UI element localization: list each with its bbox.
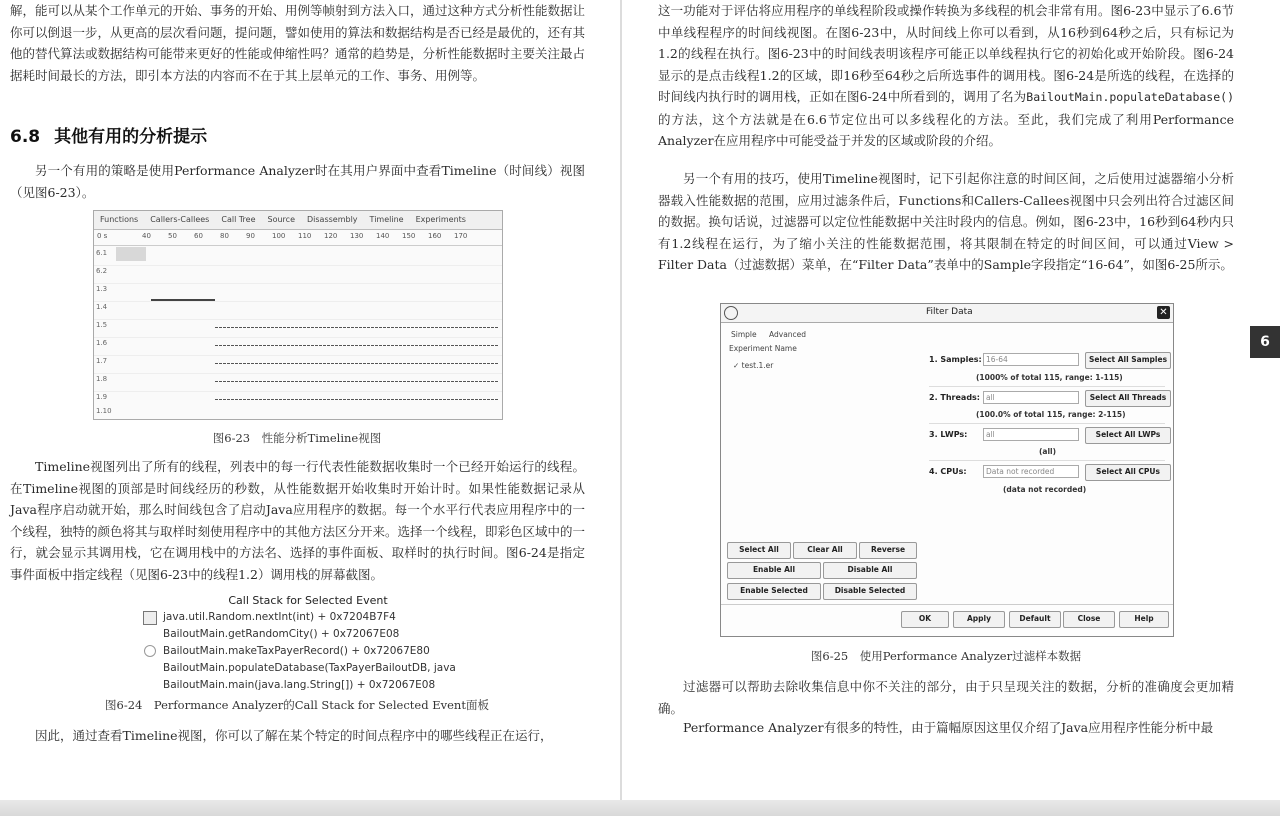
app-icon xyxy=(724,306,738,320)
apply-button[interactable]: Apply xyxy=(953,611,1005,628)
tab-timeline[interactable]: Timeline xyxy=(369,215,404,224)
dialog-title: Filter Data xyxy=(926,307,973,317)
tab-callers-callees[interactable]: Callers-Callees xyxy=(150,215,210,224)
selected-thread-highlight xyxy=(116,247,146,261)
code-method-name: BailoutMain.populateDatabase() xyxy=(1026,90,1234,104)
row-separator xyxy=(929,460,1165,461)
filter-row-threads xyxy=(929,390,1169,408)
thread-label[interactable]: 1.4 xyxy=(96,303,108,311)
filter-paragraph: 另一个有用的技巧，使用Timeline视图时，记下引起你注意的时间区间，之后使用过滤器缩小分析器载入性能数据的范围，应用过滤条件后，Functions和Callers-Callees视图中只会列出符合过滤区间的数据。换句话说，过滤器可以定位性能数据中关注时段内的信息。例如，图6-23中，16秒到64秒内只有1.2线程在运行，为了缩小关注的性能数据范围，将其限制在特定的时间区间，可以通过View > Filter Data（过滤数据）菜单，在“Filter Data”表单中的Sample字段指定“16-64”，如图6-25所示。 xyxy=(658,171,1234,272)
select-all-threads-button[interactable]: Select All Threads xyxy=(1085,390,1171,407)
tab-functions[interactable]: Functions xyxy=(100,215,139,224)
timeline-ruler xyxy=(94,229,502,246)
tab-disassembly[interactable]: Disassembly xyxy=(307,215,358,224)
ruler-tick: 50 xyxy=(168,232,177,240)
threads-label: 2. Threads: xyxy=(929,393,980,402)
thread-label[interactable]: 6.2 xyxy=(96,267,108,275)
select-all-samples-button[interactable]: Select All Samples xyxy=(1085,352,1171,369)
top-paragraph-rest: 的方法，这个方法就是在6.6节定位出可以多线程化的方法。至此，我们完成了利用Performance Analyzer在应用程序中可能受益于并发的区域或阶段的介绍。 xyxy=(658,111,1234,148)
default-button[interactable]: Default xyxy=(1009,611,1061,628)
figure-caption-6-23: 图6-23 性能分析Timeline视图 xyxy=(212,431,382,445)
dialog-tabs xyxy=(731,330,816,339)
tab-call-tree[interactable]: Call Tree xyxy=(221,215,256,224)
tab-advanced[interactable]: Advanced xyxy=(769,330,807,339)
row-divider xyxy=(94,355,502,356)
tree-root: Experiment Name xyxy=(729,344,797,353)
accuracy-paragraph: 过滤器可以帮助去除收集信息中你不关注的部分，由于只呈现关注的数据，分析的准确度会更加精确。 xyxy=(658,679,1234,716)
tree-item-experiment[interactable]: ✓ test.1.er xyxy=(733,361,774,370)
ruler-tick: 130 xyxy=(350,232,364,240)
ruler-tick: 60 xyxy=(194,232,203,240)
samples-note: (1000% of total 115, range: 1-115) xyxy=(976,373,1123,382)
timeline-description-paragraph: Timeline视图列出了所有的线程，列表中的每一行代表性能数据收集时一个已经开始运行的线程。在Timeline视图的顶部是时间线经历的秒数，从性能数据开始收集时开始计时。如果性能数据记录从Java程序启动就开始，那么时间线包含了启动Java应用程序的数据。每一个水平行代表应用程序中的一个线程，独特的颜色将其与取样时刻使用程序中的其他方法区分开来。选择一个线程，即彩色区域中的一行，就会显示其调用栈，它在调用栈中的方法名、选择的事件面板、取样时的执行时间。图6-24是指定事件面板中指定线程（见图6-23中的线程1.2）调用栈的屏幕截图。 xyxy=(10,459,586,582)
ruler-tick: 110 xyxy=(298,232,312,240)
ruler-tick: 120 xyxy=(324,232,338,240)
thread-activity-bar[interactable] xyxy=(151,299,215,301)
row-divider xyxy=(94,283,502,284)
samples-label: 1. Samples: xyxy=(929,355,982,364)
call-stack-frame[interactable]: BailoutMain.getRandomCity() + 0x72067E08 xyxy=(163,628,400,640)
select-all-cpus-button[interactable]: Select All CPUs xyxy=(1085,464,1171,481)
call-stack-frame[interactable]: BailoutMain.main(java.lang.String[]) + 0x72067E08 xyxy=(163,679,436,691)
frame-marker-icon xyxy=(144,645,156,657)
filter-row-lwps xyxy=(929,427,1169,445)
thread-activity-bar[interactable] xyxy=(215,327,499,328)
thread-label[interactable]: 6.1 xyxy=(96,249,108,257)
dialog-divider xyxy=(721,604,1173,605)
lwps-input[interactable]: all xyxy=(983,428,1079,441)
row-divider xyxy=(94,319,502,320)
clear-all-button[interactable]: Clear All xyxy=(793,542,857,559)
call-stack-title: Call Stack for Selected Event xyxy=(228,594,388,607)
close-icon[interactable]: ✕ xyxy=(1157,306,1170,319)
threads-note: (100.0% of total 115, range: 2-115) xyxy=(976,410,1126,419)
ruler-tick: 90 xyxy=(246,232,255,240)
select-all-lwps-button[interactable]: Select All LWPs xyxy=(1085,427,1171,444)
call-stack-frame[interactable]: java.util.Random.nextInt(int) + 0x7204B7F4 xyxy=(163,611,396,623)
dialog-titlebar xyxy=(721,304,1173,323)
ruler-tick: 80 xyxy=(220,232,229,240)
top-paragraph-text: 这一功能对于评估将应用程序的单线程阶段或操作转换为多线程的机会非常有用。图6-23中显示了6.6节中单线程程序的时间线视图。在图6-23中，从时间线上你可以看到，从16秒到64秒之后，只有标记为1.2的线程在执行。图6-23中的时间线表明该程序可能正以单线程执行它的初始化或开始阶段。图6-24显示的是点击线程1.2的区域，即16秒至64秒之后所选事件的调用栈。图6-24是所选的线程，在选择的时间线内执行时的调用栈，正如在图6-24中所看到的，调用了名为 xyxy=(658,3,1234,104)
ruler-tick: 170 xyxy=(454,232,468,240)
section-number: 6.8 xyxy=(10,127,41,147)
lwps-note: (all) xyxy=(1039,447,1057,456)
lwps-label: 3. LWPs: xyxy=(929,430,968,439)
thread-label[interactable]: 1.10 xyxy=(96,407,112,415)
call-stack-frame[interactable]: BailoutMain.makeTaxPayerRecord() + 0x72067E80 xyxy=(163,645,430,657)
row-divider xyxy=(94,301,502,302)
row-divider xyxy=(94,373,502,374)
cpus-note: (data not recorded) xyxy=(1003,485,1087,494)
ruler-tick: 140 xyxy=(376,232,390,240)
chapter-tab: 6 xyxy=(1250,326,1280,358)
conclusion-paragraph: 因此，通过查看Timeline视图，你可以了解在某个特定的时间点程序中的哪些线程正在运行， xyxy=(35,728,553,743)
last-paragraph: Performance Analyzer有很多的特性，由于篇幅原因这里仅介绍了Java应用程序性能分析中最 xyxy=(683,720,1214,735)
thread-activity-bar[interactable] xyxy=(215,363,499,364)
ruler-label: 0 s xyxy=(97,232,108,240)
filter-row-cpus xyxy=(929,464,1169,482)
filter-row-samples xyxy=(929,352,1169,370)
thread-activity-bar[interactable] xyxy=(215,381,499,382)
cpus-label: 4. CPUs: xyxy=(929,467,967,476)
ruler-tick: 40 xyxy=(142,232,151,240)
tab-simple[interactable]: Simple xyxy=(731,330,757,339)
ruler-tick: 100 xyxy=(272,232,286,240)
select-all-button[interactable]: Select All xyxy=(727,542,791,559)
timeline-intro-paragraph: 另一个有用的策略是使用Performance Analyzer时在其用户界面中查看Timeline（时间线）视图（见图6-23）。 xyxy=(10,163,585,200)
timeline-figure xyxy=(93,210,503,420)
tab-source[interactable]: Source xyxy=(267,215,295,224)
tab-experiments[interactable]: Experiments xyxy=(415,215,466,224)
call-stack-frame[interactable]: BailoutMain.populateDatabase(TaxPayerBailoutDB, java xyxy=(163,662,456,674)
thread-label[interactable]: 1.3 xyxy=(96,285,108,293)
experiment-tree xyxy=(729,344,919,534)
filter-data-dialog xyxy=(720,303,1174,637)
samples-input[interactable]: 16-64 xyxy=(983,353,1079,366)
figure-caption-6-25: 图6-25 使用Performance Analyzer过滤样本数据 xyxy=(810,649,1082,663)
timeline-tabs xyxy=(94,211,502,230)
disable-all-button[interactable]: Disable All xyxy=(823,562,917,579)
top-paragraph xyxy=(658,0,1234,152)
figure-caption-6-24: 图6-24 Performance Analyzer的Call Stack for Selected Event面板 xyxy=(105,698,489,712)
thread-label[interactable]: 1.5 xyxy=(96,321,108,329)
help-button[interactable]: Help xyxy=(1119,611,1169,628)
intro-paragraph: 解，能可以从某个工作单元的开始、事务的开始、用例等帧射到方法入口，通过这种方式分析性能数据让你可以倒退一步，从更高的层次看问题，提问题，譬如使用的算法和数据结构是否已经是最优的，还有其他的替代算法或数据结构可能带来更好的性能或伸缩性吗？通常的趋势是，分析性能数据时主要关注最占据耗时间最长的方法，即引本方法的内容而不在于其上层单元的工作、事务、用例等。 xyxy=(10,3,586,83)
thread-activity-bar[interactable] xyxy=(215,399,499,400)
page-bottom-edge xyxy=(0,800,1280,816)
thread-label[interactable]: 1.9 xyxy=(96,393,108,401)
section-heading xyxy=(10,122,221,147)
row-divider xyxy=(94,391,502,392)
close-button[interactable]: Close xyxy=(1063,611,1115,628)
row-separator xyxy=(929,386,1165,387)
row-separator xyxy=(929,423,1165,424)
thread-label[interactable]: 1.7 xyxy=(96,357,108,365)
cpus-input[interactable]: Data not recorded xyxy=(983,465,1079,478)
ruler-tick: 150 xyxy=(402,232,416,240)
disable-selected-button[interactable]: Disable Selected xyxy=(823,583,917,600)
threads-input[interactable]: all xyxy=(983,391,1079,404)
ok-button[interactable]: OK xyxy=(901,611,949,628)
call-stack-figure xyxy=(143,594,473,692)
thread-label[interactable]: 1.6 xyxy=(96,339,108,347)
section-title: 其他有用的分析提示 xyxy=(54,127,208,147)
left-page xyxy=(0,0,620,800)
thread-label[interactable]: 1.8 xyxy=(96,375,108,383)
frame-icon xyxy=(143,611,157,625)
reverse-button[interactable]: Reverse xyxy=(859,542,917,559)
row-divider xyxy=(94,337,502,338)
thread-activity-bar[interactable] xyxy=(215,345,499,346)
enable-all-button[interactable]: Enable All xyxy=(727,562,821,579)
row-divider xyxy=(94,265,502,266)
enable-selected-button[interactable]: Enable Selected xyxy=(727,583,821,600)
ruler-tick: 160 xyxy=(428,232,442,240)
